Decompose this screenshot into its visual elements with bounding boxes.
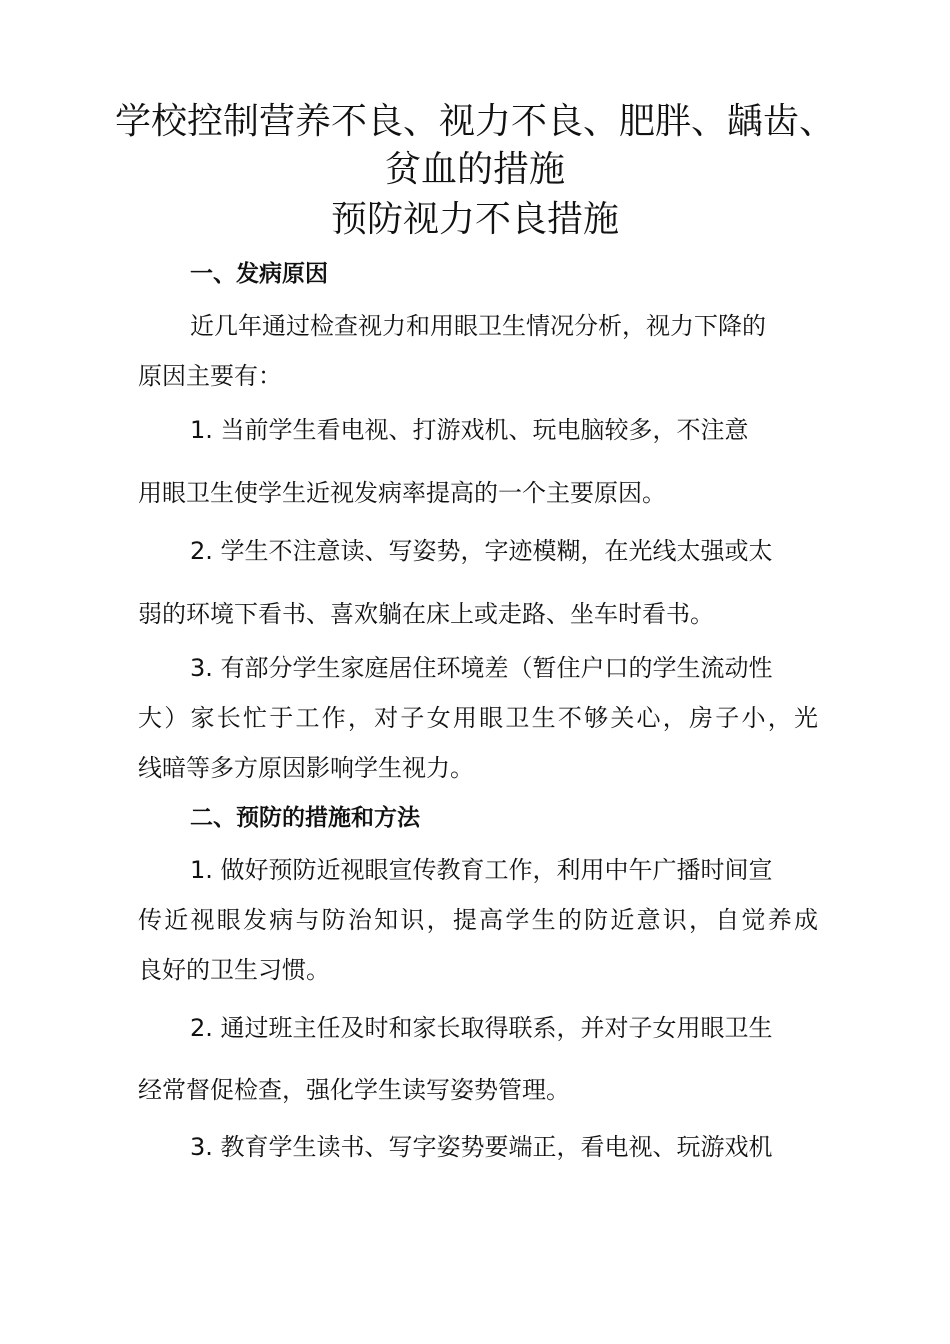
section-1-item-1-line-1: 1. 当前学生看电视、打游戏机、玩电脑较多，不注意 bbox=[190, 416, 749, 444]
section-1-item-1-line-2: 用眼卫生使学生近视发病率提高的一个主要原因。 bbox=[138, 479, 666, 507]
section-1-heading: 一、发病原因 bbox=[190, 261, 328, 287]
section-2-item-1-line-2: 传近视眼发病与防治知识，提高学生的防近意识，自觉养成 bbox=[138, 906, 818, 934]
section-2-item-1-line-1: 1. 做好预防近视眼宣传教育工作，利用中午广播时间宣 bbox=[190, 856, 773, 884]
document-subtitle: 预防视力不良措施 bbox=[330, 199, 619, 240]
section-1-item-3-line-3: 线暗等多方原因影响学生视力。 bbox=[138, 754, 474, 782]
section-2-heading: 二、预防的措施和方法 bbox=[190, 805, 420, 831]
section-1-item-2-line-2: 弱的环境下看书、喜欢躺在床上或走路、坐车时看书。 bbox=[138, 600, 714, 628]
section-2-item-1-line-3: 良好的卫生习惯。 bbox=[138, 956, 330, 984]
section-1-item-3-line-1: 3. 有部分学生家庭居住环境差（暂住户口的学生流动性 bbox=[190, 654, 773, 682]
section-1-intro-line-2: 原因主要有： bbox=[138, 362, 282, 390]
document-title-line-1: 学校控制营养不良、视力不良、肥胖、龋齿、 bbox=[114, 101, 835, 142]
section-1-item-3-line-2: 大）家长忙于工作，对子女用眼卫生不够关心，房子小，光 bbox=[138, 704, 818, 732]
document-title-line-2: 贫血的措施 bbox=[384, 149, 565, 190]
section-2-item-3-line-1: 3. 教育学生读书、写字姿势要端正，看电视、玩游戏机 bbox=[190, 1133, 773, 1161]
section-1-item-2-line-1: 2. 学生不注意读、写姿势，字迹模糊，在光线太强或太 bbox=[190, 537, 773, 565]
section-2-item-2-line-1: 2. 通过班主任及时和家长取得联系，并对子女用眼卫生 bbox=[190, 1014, 773, 1042]
section-1-intro-line-1: 近几年通过检查视力和用眼卫生情况分析，视力下降的 bbox=[190, 312, 766, 340]
section-2-item-2-line-2: 经常督促检查，强化学生读写姿势管理。 bbox=[138, 1076, 570, 1104]
